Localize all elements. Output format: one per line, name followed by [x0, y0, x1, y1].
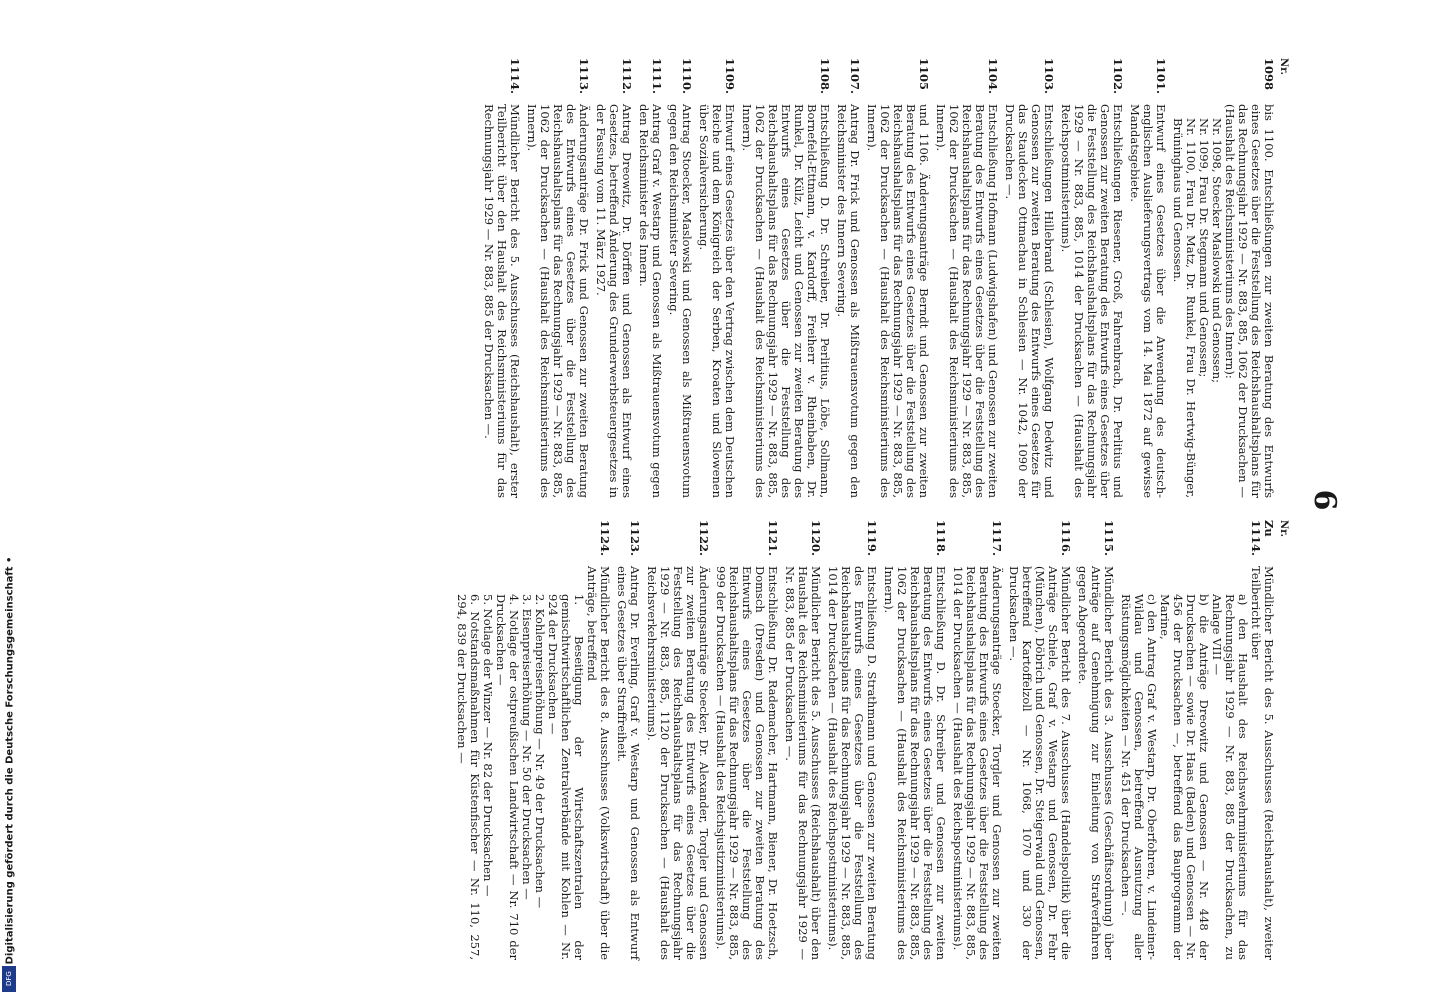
entry-number: 1124. — [598, 520, 612, 557]
entry-line: und 1106. Änderungsanträge Berndt und Genossen zur zweiten Beratung des Entwurfs eines Gesetzes über die Feststellung des Reichshaushaltsplans für das Rechnungsjahr 1929 — Nr. 883, 885, 1062 der Drucksachen — (Haushalt des Reichsministeriums des Innern). — [865, 104, 931, 498]
entry-text — [615, 566, 641, 960]
entry-text — [826, 566, 878, 960]
entry-number: 1098 — [1262, 58, 1276, 91]
list-item — [740, 58, 831, 498]
entry-number: 1119. — [865, 520, 879, 557]
entry-line: Mündlicher Bericht des 3. Ausschusses (Geschäftsordnung) über Anträge auf Genehmigung zur Einleitung von Strafverfahren gegen Abgeordnete. — [1076, 566, 1116, 960]
entry-text — [951, 566, 1003, 960]
entry-line: Mündlicher Bericht des 5. Ausschusses (Reichshaushalt), zweiter Teilbericht über — [1249, 566, 1276, 960]
entry-line: Entschließung Dr. Rademacher, Hartmann, Biener, Dr. Hoetzsch, Domsch (Dresden) und Genossen zur zweiten Beratung des Entwurfs eines Gesetzes über die Feststellung des Reichshaushaltsplans für das Rechnungsjahr 1929 — Nr. 883, 885, 999 der Drucksachen — (Haushalt des Reichsjustizministeriums). — [714, 566, 780, 960]
entry-text — [1003, 104, 1055, 498]
entry-line: Mündlicher Bericht des 7. Ausschusses (Handelspolitik) über die Anträge Schiele, Graf v. Westarp und Genossen, Dr. Fehr (München), Döbrich und Genossen, Dr. Steigerwald und Genossen, betreffend Kartoffelzoll — Nr. 1068, 1070 und 330 der Drucksachen —. — [1007, 566, 1073, 960]
entry-line: Entschließung D. Dr. Schreiber, Dr. Perlitius, Löbe, Sollmann, Bornefeld-Ettmann, v. Kardorff, Freiherr v. Rheinbaben, Dr. Runkel, Dr. Külz, Leicht und Genossen zur zweiten Beratung des Entwurfs eines Gesetzes über die Feststellung des Reichshaushaltsplans für das Rechnungsjahr 1929 — Nr. 883, 885, 1062 der Drucksachen — (Haushalt des Reichsministeriums des Innern). — [740, 104, 832, 498]
left-column — [478, 58, 1290, 498]
entry-text — [714, 566, 779, 960]
entry-text — [783, 566, 822, 960]
list-item — [594, 58, 633, 498]
list-item — [1059, 58, 1124, 498]
column-head: Nr. — [1278, 520, 1289, 537]
entry-text — [740, 104, 831, 498]
entry-line: Entschließung D. Dr. Schreiber und Genossen zur zweiten Beratung des Entwurfs eines Gesetzes über die Feststellung des Reichshaushaltsplans für das Rechnungsjahr 1929 — Nr. 883, 885, 1062 der Drucksachen — (Haushalt des Reichsministeriums des Innern). — [882, 566, 948, 960]
entry-text — [1059, 104, 1124, 498]
entry-line: 2. Kohlenpreiserhöhung — Nr. 49 der Drucksachen — — [533, 594, 547, 909]
entry-text — [1007, 566, 1072, 960]
list-item — [637, 58, 663, 498]
entry-text — [934, 104, 999, 498]
entry-line: Antrag Dr. Everling, Graf v. Westarp und Genossen als Entwurf eines Gesetzes über Straffreiheit. — [615, 566, 642, 960]
entry-line: Entschließungen Hillebrand (Schlesien), Wolfgang Dedwitz und Genossen zur zweiten Beratung des Entwurfs eines Gesetzes für das Staudecken Ottmachau in Schlesien — Nr. 1042, 1090 der Drucksachen —. — [1003, 104, 1056, 498]
entry-line: Nr. 1100, Frau Dr. Matz, Dr. Runkel, Frau Dr. Hertwig-Bünger, Brüninghaus und Genossen. — [1171, 118, 1198, 498]
entry-number: 1111. — [650, 58, 664, 95]
footer-credit — [0, 520, 20, 1000]
list-item — [1003, 58, 1055, 498]
list-item — [615, 520, 641, 960]
entry-number: 1123. — [628, 520, 642, 557]
dfg-logo-icon: DFG — [2, 966, 16, 992]
entry-text — [594, 104, 633, 498]
entry-text — [1171, 104, 1275, 498]
list-item — [1076, 520, 1115, 960]
entry-text — [645, 566, 710, 960]
entry-line: Änderungsanträge Dr. Frick und Genossen zur zweiten Beratung des Entwurfs eines Gesetzes über die Feststellung des Reichshaushaltsplans für das Rechnungsjahr 1929 — Nr. 883, 885, 1062 der Drucksachen — (Haushalt des Reichsministeriums des Innern). — [525, 104, 591, 498]
entry-text — [455, 566, 611, 960]
entry-line: a) den Haushalt des Reichswehrministeriums für das Rechnungsjahr 1929 — Nr. 883, 885 der Drucksachen, zu Anlage VIII — — [1210, 594, 1250, 960]
list-item — [934, 58, 999, 498]
entry-line: 1. Beseitigung der Wirtschaftszentralen der gemischtwirtschaftlichen Zentralverbände mit Kohlen — Nr. 924 der Drucksachen — — [546, 594, 586, 960]
list-item — [1171, 58, 1275, 498]
entry-text — [865, 104, 930, 498]
list-item — [697, 58, 736, 498]
entry-number: 1110. — [680, 58, 694, 95]
entry-text — [667, 104, 693, 498]
list-item — [951, 520, 1003, 960]
entry-number: 1104. — [986, 58, 1000, 95]
list-item — [1119, 520, 1275, 960]
entry-line: Entschließung Hofmann (Ludwigshafen) und Genossen zur zweiten Beratung des Entwurfs eines Gesetzes über die Feststellung des Reichshaushaltsplans für das Rechnungsjahr 1929 — Nr. 883, 885, 1062 der Drucksachen — (Haushalt des Reichsministeriums des Innern). — [934, 104, 1000, 498]
entry-line: Antrag Dr. Frick und Genossen als Mißtrauensvotum gegen den Reichsminister des Innern Severing. — [835, 104, 862, 498]
list-item — [667, 58, 693, 498]
list-item — [826, 520, 878, 960]
list-item — [1128, 58, 1167, 498]
entry-number: 1115. — [1102, 520, 1116, 557]
entry-line: c) den Antrag Graf v. Westarp, Dr. Oberfohren, v. Lindeiner-Wildau und Genossen, betreffend Ausnutzung aller Rüstungsmöglichkeiten — Nr. 451 der Drucksachen —. — [1119, 594, 1159, 960]
list-item — [835, 58, 861, 498]
entry-number: Zu 1114. — [1249, 520, 1276, 557]
entry-number: 1109. — [723, 58, 737, 95]
entry-line: Mündlicher Bericht des 8. Ausschusses (Volkswirtschaft) über die Anträge, betreffend — [585, 566, 612, 960]
entry-number: 1103. — [1042, 58, 1056, 95]
entry-number: 1122. — [697, 520, 711, 557]
entry-line: Antrag Dreowitz, Dr. Dörffen und Genossen als Entwurf eines Gesetzes, betreffend Änderung des Grunderwerbsteuergesetzes in der Fassung vom 11. März 1927. — [594, 104, 634, 498]
footer-text: Digitalisierung gefördert durch die Deutsche Forschungsgemeinschaft • — [4, 556, 16, 964]
entry-line: bis 1100. Entschließungen zur zweiten Beratung des Entwurfs eines Gesetzes über die Feststellung des Reichshaushaltsplans für das Rechnungsjahr 1929 — Nr. 883, 885, 1062 der Drucksachen — (Haushalt des Reichsministeriums des Innern): — [1223, 104, 1276, 498]
list-item — [455, 520, 611, 960]
right-column — [451, 520, 1290, 960]
entry-text — [1119, 566, 1275, 960]
entry-text — [1128, 104, 1167, 498]
list-item — [714, 520, 779, 960]
entry-number: 1121. — [766, 520, 780, 557]
entry-number: 1114. — [508, 58, 522, 95]
entry-line: Änderungsanträge Stoecker, Torgler und Genossen zur zweiten Beratung des Entwurfs eines Gesetzes über die Feststellung des Reichshaushaltsplans für das Rechnungsjahr 1929 — Nr. 883, 885, 1014 der Drucksachen — (Haushalt des Reichspostministeriums). — [951, 566, 1004, 960]
list-item — [645, 520, 710, 960]
entry-number: 1108. — [818, 58, 832, 95]
entry-line: Antrag Graf v. Westarp und Genossen als Mißtrauensvotum gegen den Reichsminister des Innern. — [637, 104, 664, 498]
entry-line: Entwurf eines Gesetzes über die Anwendung des deutsch-englischen Auslieferungsvertrags vom 14. Mai 1872 auf gewisse Mandatsgebiete. — [1128, 104, 1168, 498]
entry-text — [835, 104, 861, 498]
entry-line: Nr. 1099, Frau Dr. Stegmann und Genossen; — [1197, 118, 1211, 378]
entry-line: Antrag Stoecker, Maslowski und Genossen als Mißtrauensvotum gegen den Reichsminister Severing. — [667, 104, 694, 498]
entry-number: 1118. — [934, 520, 948, 557]
entry-number: 1117. — [990, 520, 1004, 557]
entry-text — [525, 104, 590, 498]
entry-text — [882, 566, 947, 960]
list-item — [882, 520, 947, 960]
entry-number: 1113. — [577, 58, 591, 95]
entry-line: 6. Notstandsmaßnahmen für Küstenfischer — Nr. 110, 257, 294, 839 der Drucksachen — — [455, 594, 482, 960]
entry-number: 1102. — [1111, 58, 1125, 95]
entry-line: Mündlicher Bericht des 5. Ausschusses (Reichshaushalt), erster Teilbericht über den Haushalt des Reichsministeriums für das Rechnungsjahr 1929 — Nr. 883, 885 der Drucksachen —. — [482, 104, 522, 498]
list-item — [482, 58, 521, 498]
entry-text — [697, 104, 736, 498]
list-item — [1007, 520, 1072, 960]
entry-line: Änderungsanträge Stoecker, Dr. Alexander, Torgler und Genossen zur zweiten Beratung des Entwurfs eines Gesetzes über die Feststellung des Reichshaushaltsplans für das Rechnungsjahr 1929 — Nr. 883, 885, 1120 der Drucksachen — (Haushalt des Reichsverkehrsministeriums). — [645, 566, 711, 960]
entry-number: 1120. — [809, 520, 823, 557]
entry-line: Nr. 1098, Stoecker Maslowski und Genossen; — [1210, 118, 1224, 384]
entry-line: Entwurf eines Gesetzes über den Vertrag zwischen dem Deutschen Reiche und dem Königreich der Serben, Kroaten und Slowenen über Sozialversicherung. — [697, 104, 737, 498]
entry-number: 1112. — [620, 58, 634, 95]
entry-text — [482, 104, 521, 498]
entry-line: b) die Anträge Dreowitz und Genossen — Nr. 448 der Drucksachen — sowie Dr. Haas (Baden) und Genossen — Nr. 456 der Drucksachen —, betreffend das Bauprogramm der Marine, — [1158, 594, 1211, 960]
entry-line: 5. Notlage der Winzer — Nr. 82 der Drucksachen — — [481, 594, 495, 897]
entry-text — [1076, 566, 1115, 960]
column-head: Nr. — [1278, 58, 1289, 75]
page-number: 6 — [1307, 489, 1342, 511]
list-item — [783, 520, 822, 960]
entry-number: 1107. — [848, 58, 862, 95]
entry-line: Mündlicher Bericht des 5. Ausschusses (Reichshaushalt) über den Haushalt des Reichsministeriums für das Rechnungsjahr 1929 — Nr. 883, 885 der Drucksachen —. — [783, 566, 823, 960]
entry-line: 4. Notlage der ostpreußischen Landwirtschaft — Nr. 710 der Drucksachen — — [494, 594, 521, 960]
entry-line: Entschließungen Riesener, Groß, Fahrenbrach, Dr. Perlitius und Genossen zur zweiten Beratung des Entwurfs eines Gesetzes über die Feststellung des Reichshaushaltsplans für das Rechnungsjahr 1929 — Nr. 883, 885, 1014 der Drucksachen — (Haushalt des Reichspostministeriums). — [1059, 104, 1125, 498]
entry-number: 1105 — [917, 58, 931, 91]
entry-number: 1116. — [1059, 520, 1073, 557]
list-item — [865, 58, 930, 498]
list-item — [525, 58, 590, 498]
entry-number: 1101. — [1154, 58, 1168, 95]
entry-line: 3. Eisenpreiserhöhung — Nr. 50 der Drucksachen — — [520, 594, 534, 900]
entry-text — [637, 104, 663, 498]
entry-line: Entschließung D. Strathmann und Genossen zur zweiten Beratung des Entwurfs eines Gesetzes über die Feststellung des Reichshaushaltsplans für das Rechnungsjahr 1929 — Nr. 883, 885, 1014 der Drucksachen — (Haushalt des Reichspostministeriums). — [826, 566, 879, 960]
